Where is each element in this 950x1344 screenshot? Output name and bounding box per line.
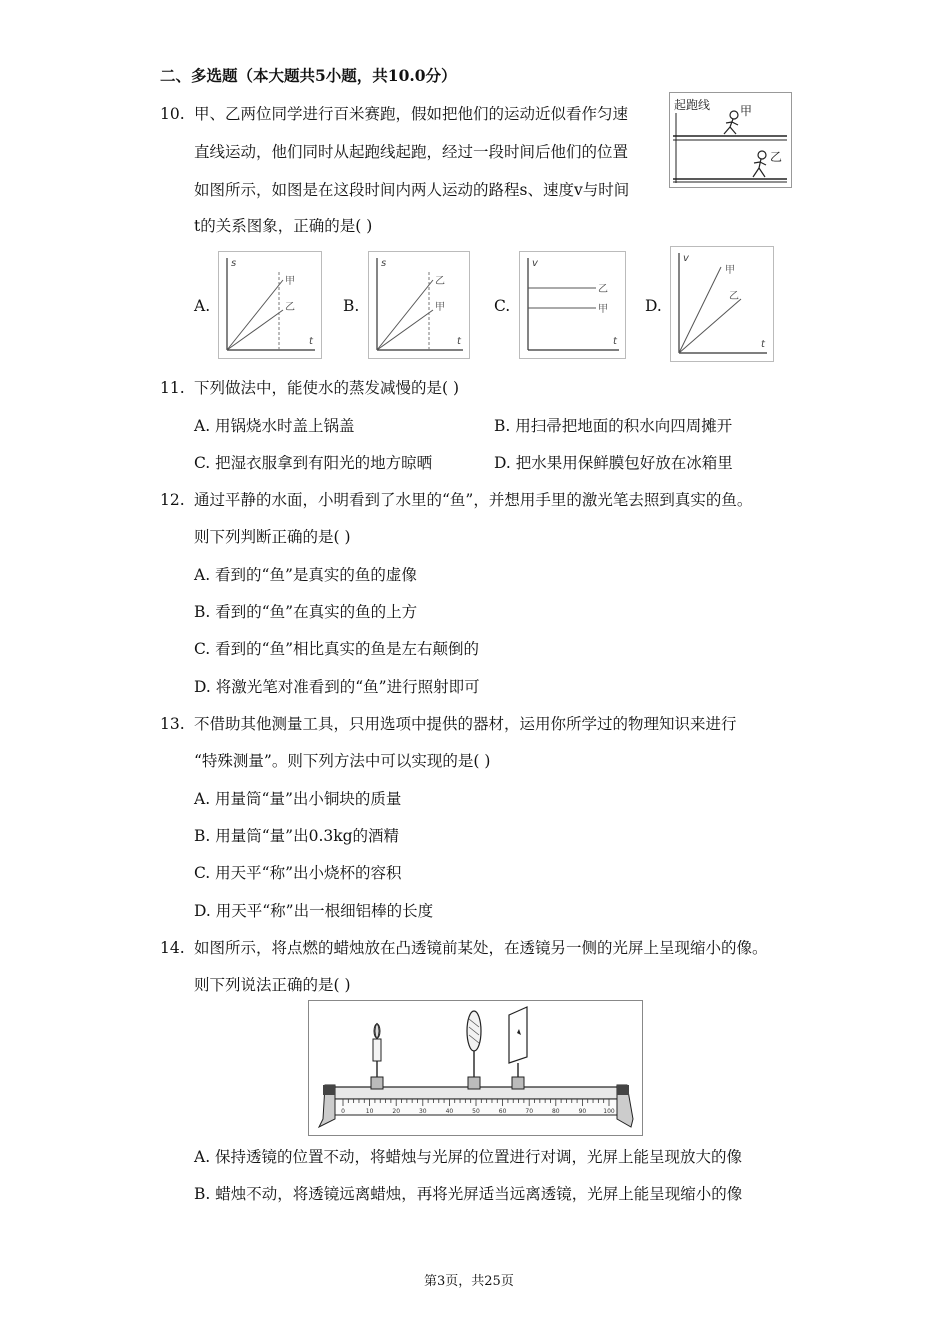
scale-tick-label: 20 (392, 1108, 401, 1115)
candle-icon (371, 1023, 383, 1089)
graph-d-upper-label: 甲 (725, 265, 735, 276)
section-heading: 二、多选题（本大题共5小题，共10.0分） (160, 66, 457, 85)
graph-a-ylabel: s (231, 258, 237, 269)
question-text-line: 不借助其他测量工具，只用选项中提供的器材，运用你所学过的物理知识来进行 (194, 715, 737, 733)
graph-d-lower-label: 乙 (729, 291, 739, 302)
question-text-line: 如图所示，将点燃的蜡烛放在凸透镜前某处，在透镜另一侧的光屏上呈现缩小的像。 (194, 939, 768, 957)
question-stem: 下列做法中，能使水的蒸发减慢的是( ) (194, 379, 460, 397)
convex-lens-icon (467, 1011, 481, 1089)
option-a: A. 用锅烧水时盖上锅盖 (194, 417, 355, 435)
scale-tick-label: 50 (472, 1108, 480, 1115)
graph-b-drawing (369, 252, 469, 358)
question-number: 10. (160, 105, 185, 123)
runner-yi-icon (753, 151, 766, 177)
question-number: 13. (160, 715, 185, 733)
option-d: D. 把水果用保鲜膜包好放在冰箱里 (494, 454, 733, 472)
option-label-d: D. (645, 297, 662, 315)
question-text-line: 甲、乙两位同学进行百米赛跑，假如把他们的运动近似看作匀速 (194, 105, 629, 123)
light-screen-icon (509, 1007, 527, 1089)
option-label-c: C. (494, 297, 511, 315)
graph-d-ylabel: v (683, 253, 689, 264)
option-d: D. 用天平“称”出一根细铝棒的长度 (194, 902, 434, 920)
graph-c-drawing (520, 252, 625, 358)
option-a: A. 用量筒“量”出小铜块的质量 (194, 790, 402, 808)
page-footer: 第3页，共25页 (424, 1274, 514, 1289)
question-text-line: 则下列说法正确的是( ) (194, 976, 351, 994)
runner-jia-label: 甲 (740, 104, 753, 118)
scale-tick-label: 40 (445, 1108, 454, 1115)
scale-tick-label: 30 (418, 1108, 427, 1115)
graph-c-ylabel: v (532, 258, 538, 269)
option-b: B. 用扫帚把地面的积水向四周摊开 (494, 417, 733, 435)
option-label-b: B. (343, 297, 360, 315)
option-a: A. 保持透镜的位置不动，将蜡烛与光屏的位置进行对调，光屏上能呈现放大的像 (194, 1148, 743, 1166)
scale-tick-label: 0 (341, 1108, 345, 1115)
option-b: B. 蜡烛不动，将透镜远离蜡烛，再将光屏适当远离透镜，光屏上能呈现缩小的像 (194, 1185, 743, 1203)
runner-yi-label: 乙 (770, 150, 783, 164)
graph-b-lower-label: 甲 (435, 302, 445, 313)
question-text-line: 直线运动，他们同时从起跑线起跑，经过一段时间后他们的位置 (194, 143, 629, 161)
question-number: 14. (160, 939, 185, 957)
graph-b-ylabel: s (381, 258, 387, 269)
option-label-a: A. (194, 297, 211, 315)
scale-tick-label: 60 (498, 1108, 507, 1115)
graph-b-xlabel: t (457, 336, 461, 347)
scale-tick-label: 70 (525, 1108, 534, 1115)
scale-tick-label: 90 (578, 1108, 587, 1115)
graph-c-upper-label: 乙 (598, 284, 608, 295)
scale-tick-label: 80 (551, 1108, 560, 1115)
scale-tick-label: 100 (603, 1108, 615, 1115)
graph-c-lower-label: 甲 (598, 304, 608, 315)
question-text-line: 如图所示，如图是在这段时间内两人运动的路程s、速度v与时间 (194, 181, 630, 199)
graph-a-lower-label: 乙 (285, 302, 295, 313)
option-c: C. 看到的“鱼”相比真实的鱼是左右颠倒的 (194, 640, 480, 658)
option-c: C. 用天平“称”出小烧杯的容积 (194, 864, 402, 882)
scale-tick-label: 10 (365, 1108, 374, 1115)
start-line-label: 起跑线 (674, 98, 711, 112)
graph-c (519, 251, 626, 359)
option-a: A. 看到的“鱼”是真实的鱼的虚像 (194, 566, 417, 584)
question-number: 12. (160, 491, 185, 509)
graph-c-xlabel: t (613, 336, 617, 347)
optical-bench-figure (308, 1000, 643, 1136)
question-number: 11. (160, 379, 185, 397)
graph-a (218, 251, 322, 359)
graph-d-xlabel: t (761, 339, 765, 350)
question-text-line: 则下列判断正确的是( ) (194, 528, 351, 546)
runner-jia-icon (724, 111, 738, 134)
graph-a-drawing (219, 252, 321, 358)
question-text-line: 通过平静的水面，小明看到了水里的“鱼”，并想用手里的激光笔去照到真实的鱼。 (194, 491, 753, 509)
graph-b-upper-label: 乙 (435, 276, 445, 287)
graph-b (368, 251, 470, 359)
graph-a-upper-label: 甲 (285, 276, 295, 287)
optical-bench-drawing (309, 1001, 642, 1135)
race-figure (669, 92, 792, 188)
graph-a-xlabel: t (309, 336, 313, 347)
option-b: B. 看到的“鱼”在真实的鱼的上方 (194, 603, 418, 621)
graph-d (670, 246, 774, 362)
question-text-line: “特殊测量”。则下列方法中可以实现的是( ) (194, 752, 491, 770)
graph-d-drawing (671, 247, 773, 361)
option-c: C. 把湿衣服拿到有阳光的地方晾晒 (194, 454, 433, 472)
question-text-line: t的关系图象，正确的是( ) (194, 217, 373, 235)
option-d: D. 将激光笔对准看到的“鱼”进行照射即可 (194, 678, 480, 696)
race-figure-drawing (670, 93, 791, 187)
option-b: B. 用量筒“量”出0.3kg的酒精 (194, 827, 400, 845)
